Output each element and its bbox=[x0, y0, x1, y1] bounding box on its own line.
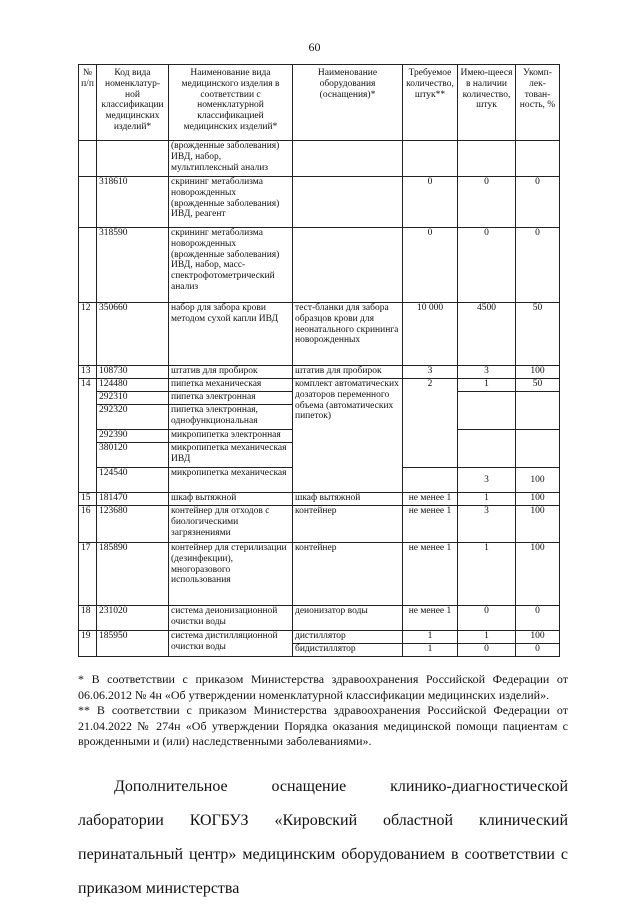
cell-equipment bbox=[293, 141, 403, 177]
cell-code: 124480 bbox=[97, 379, 169, 392]
cell-available: 3 bbox=[458, 468, 516, 493]
cell-equipment: штатив для пробирок bbox=[293, 366, 403, 379]
cell-completeness: 100 bbox=[516, 366, 560, 379]
cell-equipment: контейнер bbox=[293, 506, 403, 543]
cell-name: скрининг метаболизма новорожденных (врожденные заболевания) ИВД, реагент bbox=[169, 177, 293, 228]
footnote-2: ** В соответствии с приказом Министерства здравоохранения Российской Федерации от 21.04.2022 № 274н «Об утверждении Порядка оказания медицинской помощи пациентам с врожденными и (или) наследственными заболеваниями». bbox=[78, 703, 568, 748]
cell-code: 380120 bbox=[97, 443, 169, 468]
cell-num: 12 bbox=[79, 303, 97, 366]
cell-completeness: 50 bbox=[516, 303, 560, 366]
cell-num: 19 bbox=[79, 631, 97, 657]
cell-available: 1 bbox=[458, 379, 516, 392]
table-row bbox=[79, 506, 560, 543]
cell-name: контейнер для отходов с биологическими загрязнениями bbox=[169, 506, 293, 543]
cell-num bbox=[79, 141, 97, 177]
cell-completeness: 0 bbox=[516, 606, 560, 631]
cell-available: 1 bbox=[458, 543, 516, 606]
table-row bbox=[79, 379, 560, 392]
cell-code: 108730 bbox=[97, 366, 169, 379]
cell-code: 292390 bbox=[97, 430, 169, 443]
cell-required bbox=[403, 141, 458, 177]
cell-available: 3 bbox=[458, 506, 516, 543]
cell-num: 15 bbox=[79, 493, 97, 506]
cell-code: 318590 bbox=[97, 228, 169, 303]
cell-completeness: 100 bbox=[516, 468, 560, 493]
cell-completeness: 0 bbox=[516, 177, 560, 228]
cell-code: 231020 bbox=[97, 606, 169, 631]
cell-equipment: дистиллятор bbox=[293, 631, 403, 644]
table-header-row bbox=[79, 65, 560, 141]
table-row bbox=[79, 141, 560, 177]
table-row bbox=[79, 303, 560, 366]
cell-code: 292310 bbox=[97, 392, 169, 405]
cell-required: не менее 1 bbox=[403, 606, 458, 631]
cell-equipment bbox=[293, 228, 403, 303]
cell-required: 0 bbox=[403, 177, 458, 228]
cell-required: 10 000 bbox=[403, 303, 458, 366]
cell-available: 3 bbox=[458, 366, 516, 379]
footnotes bbox=[78, 672, 568, 750]
cell-equipment: шкаф вытяжной bbox=[293, 493, 403, 506]
cell-code: 318610 bbox=[97, 177, 169, 228]
cell-num bbox=[79, 177, 97, 228]
cell-num: 13 bbox=[79, 366, 97, 379]
cell-completeness: 0 bbox=[516, 228, 560, 303]
header-required: Требуемое количество, штук** bbox=[403, 65, 458, 141]
cell-name: пипетка механическая bbox=[169, 379, 293, 392]
cell-code: 350660 bbox=[97, 303, 169, 366]
cell-equipment: деионизатор воды bbox=[293, 606, 403, 631]
cell-name: микропипетка механическая bbox=[169, 468, 293, 493]
cell-available: 1 bbox=[458, 493, 516, 506]
cell-completeness: 0 bbox=[516, 644, 560, 657]
cell-name: пипетка электронная, однофункциональная bbox=[169, 405, 293, 430]
cell-code: 124540 bbox=[97, 468, 169, 493]
header-equipment: Наименование оборудования (оснащения)* bbox=[293, 65, 403, 141]
cell-completeness: 100 bbox=[516, 506, 560, 543]
cell-code: 185950 bbox=[97, 631, 169, 657]
cell-name: микропипетка электронная bbox=[169, 430, 293, 443]
cell-code bbox=[97, 141, 169, 177]
table-row bbox=[79, 543, 560, 606]
cell-name: штатив для пробирок bbox=[169, 366, 293, 379]
cell-required bbox=[403, 468, 458, 493]
cell-code: 185890 bbox=[97, 543, 169, 606]
cell-num: 14 bbox=[79, 379, 97, 493]
cell-available bbox=[458, 141, 516, 177]
table-row bbox=[79, 606, 560, 631]
header-code: Код вида номенклатур-ной классификации медицинских изделий* bbox=[97, 65, 169, 141]
cell-completeness bbox=[516, 392, 560, 430]
cell-available: 0 bbox=[458, 644, 516, 657]
page-number: 60 bbox=[308, 40, 321, 54]
cell-completeness: 100 bbox=[516, 631, 560, 644]
cell-required: не менее 1 bbox=[403, 493, 458, 506]
cell-available: 4500 bbox=[458, 303, 516, 366]
cell-code: 123680 bbox=[97, 506, 169, 543]
cell-required: 2 bbox=[403, 379, 458, 468]
cell-code: 181470 bbox=[97, 493, 169, 506]
cell-num bbox=[79, 228, 97, 303]
cell-name: скрининг метаболизма новорожденных (врожденные заболевания) ИВД, набор, масс-спектрофотометрический анализ bbox=[169, 228, 293, 303]
cell-required: 1 bbox=[403, 644, 458, 657]
cell-name: (врожденные заболевания) ИВД, набор, мультиплексный анализ bbox=[169, 141, 293, 177]
cell-equipment: тест-бланки для забора образцов крови для неонатального скрининга новорожденных bbox=[293, 303, 403, 366]
cell-completeness bbox=[516, 141, 560, 177]
footnote-1: * В соответствии с приказом Министерства здравоохранения Российской Федерации от 06.06.2012 № 4н «Об утверждении номенклатурной классификации медицинских изделий». bbox=[78, 672, 568, 702]
cell-num: 18 bbox=[79, 606, 97, 631]
cell-num: 16 bbox=[79, 506, 97, 543]
cell-required: не менее 1 bbox=[403, 506, 458, 543]
cell-required: 3 bbox=[403, 366, 458, 379]
equipment-table bbox=[78, 64, 560, 657]
cell-available: 0 bbox=[458, 177, 516, 228]
cell-name: набор для забора крови методом сухой капли ИВД bbox=[169, 303, 293, 366]
cell-equipment: бидистиллятор bbox=[293, 644, 403, 657]
header-num: № п/п bbox=[79, 65, 97, 141]
cell-name: микропипетка механическая ИВД bbox=[169, 443, 293, 468]
table-row bbox=[79, 493, 560, 506]
cell-available: 0 bbox=[458, 606, 516, 631]
cell-available bbox=[458, 392, 516, 430]
cell-equipment: комплект автоматических дозаторов переменного объема (автоматических пипеток) bbox=[293, 379, 403, 493]
cell-required: 1 bbox=[403, 631, 458, 644]
cell-equipment: контейнер bbox=[293, 543, 403, 606]
table-row bbox=[79, 177, 560, 228]
cell-equipment bbox=[293, 177, 403, 228]
cell-available bbox=[458, 430, 516, 468]
cell-available: 0 bbox=[458, 228, 516, 303]
table-row bbox=[79, 228, 560, 303]
table-row bbox=[79, 631, 560, 644]
cell-required: не менее 1 bbox=[403, 543, 458, 606]
cell-required: 0 bbox=[403, 228, 458, 303]
cell-completeness: 50 bbox=[516, 379, 560, 392]
header-name: Наименование вида медицинского изделия в соответствии с номенклатурной классификацией медицинских изделий* bbox=[169, 65, 293, 141]
cell-name: система деионизационной очистки воды bbox=[169, 606, 293, 631]
cell-available: 1 bbox=[458, 631, 516, 644]
header-available: Имею-щееся в наличии количество, штук bbox=[458, 65, 516, 141]
cell-completeness: 100 bbox=[516, 543, 560, 606]
cell-name: пипетка электронная bbox=[169, 392, 293, 405]
table-row bbox=[79, 366, 560, 379]
cell-code: 292320 bbox=[97, 405, 169, 430]
cell-completeness: 100 bbox=[516, 493, 560, 506]
body-paragraph: Дополнительное оснащение клинико-диагностической лаборатории КОГБУЗ «Кировский областной клинический перинатальный центр» медицинским оборудованием в соответствии с приказом министерства bbox=[78, 778, 568, 897]
cell-name: шкаф вытяжной bbox=[169, 493, 293, 506]
cell-num: 17 bbox=[79, 543, 97, 606]
cell-completeness bbox=[516, 430, 560, 468]
cell-name: система дистилляционной очистки воды bbox=[169, 631, 293, 657]
header-completeness: Укомп-лек-тован-ность, % bbox=[516, 65, 560, 141]
cell-name: контейнер для стерилизации (дезинфекции), многоразового использования bbox=[169, 543, 293, 606]
